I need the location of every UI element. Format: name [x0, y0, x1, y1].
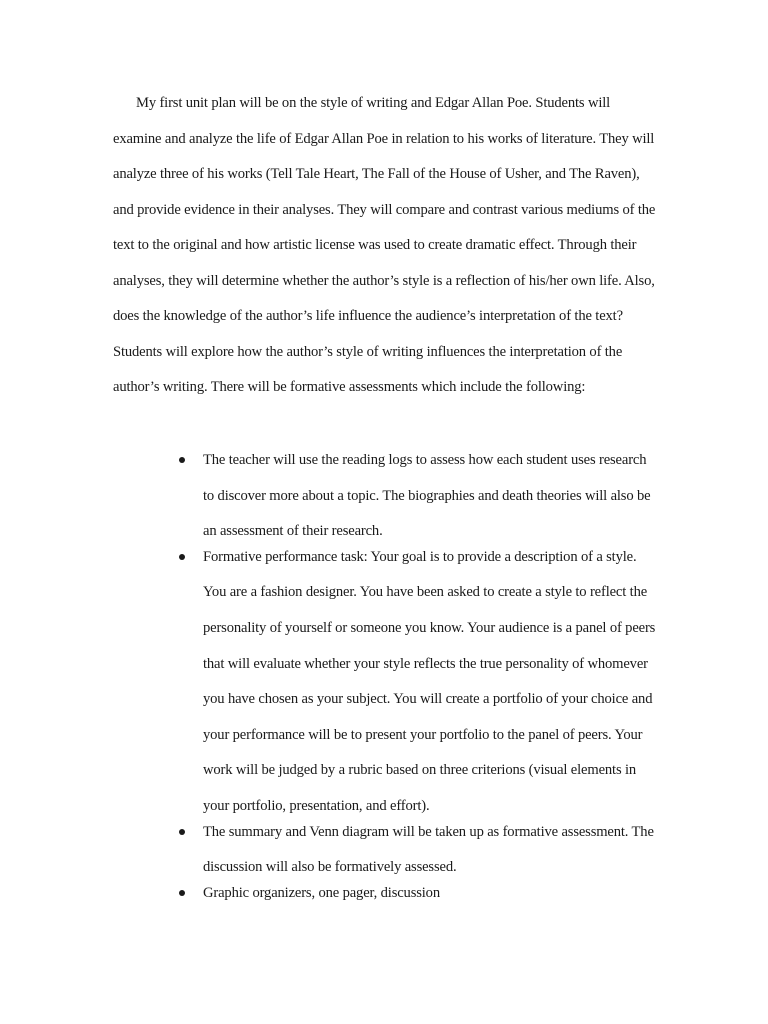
bullet-icon: [179, 457, 185, 463]
bullet-icon: [179, 829, 185, 835]
list-item-text: The teacher will use the reading logs to assess how each student uses research to discover more about a topic. The biographies and death theories will also be an assessment of their research.: [203, 452, 651, 540]
list-item-text: Formative performance task: Your goal is to provide a description of a style. You are a fashion designer. You have been asked to create a style to reflect the personality of yourself or someone you know. Your audience is a panel of peers that will evaluate whether your style reflects the true personality of whomever you have chosen as your subject. You will create a portfolio of your choice and your performance will be to present your portfolio to the panel of peers. Your work will be judged by a rubric based on three criterions (visual elements in your portfolio, presentation, and effort).: [203, 548, 656, 814]
bullet-icon: [179, 554, 185, 560]
list-item: [179, 443, 659, 550]
bullet-icon: [179, 890, 185, 896]
assessment-bullet-list: [179, 443, 659, 911]
list-item-text: The summary and Venn diagram will be taken up as formative assessment. The discussion will also be formatively assessed.: [203, 823, 654, 876]
list-item-text: Graphic organizers, one pager, discussion: [203, 884, 440, 901]
list-item: [179, 540, 659, 825]
list-item: [179, 876, 659, 912]
body-paragraph: My first unit plan will be on the style of writing and Edgar Allan Poe. Students will examine and analyze the life of Edgar Allan Poe in relation to his works of literature. They will analyze three of his works (Tell Tale Heart, The Fall of the House of Usher, and The Raven), and provide evidence in their analyses. They will compare and contrast various mediums of the text to the original and how artistic license was used to create dramatic effect. Through their analyses, they will determine whether the author’s style is a reflection of his/her own life. Also, does the knowledge of the author’s life influence the audience’s interpretation of the text? Students will explore how the author’s style of writing influences the interpretation of the author’s writing. There will be formative assessments which include the following:: [113, 95, 656, 395]
